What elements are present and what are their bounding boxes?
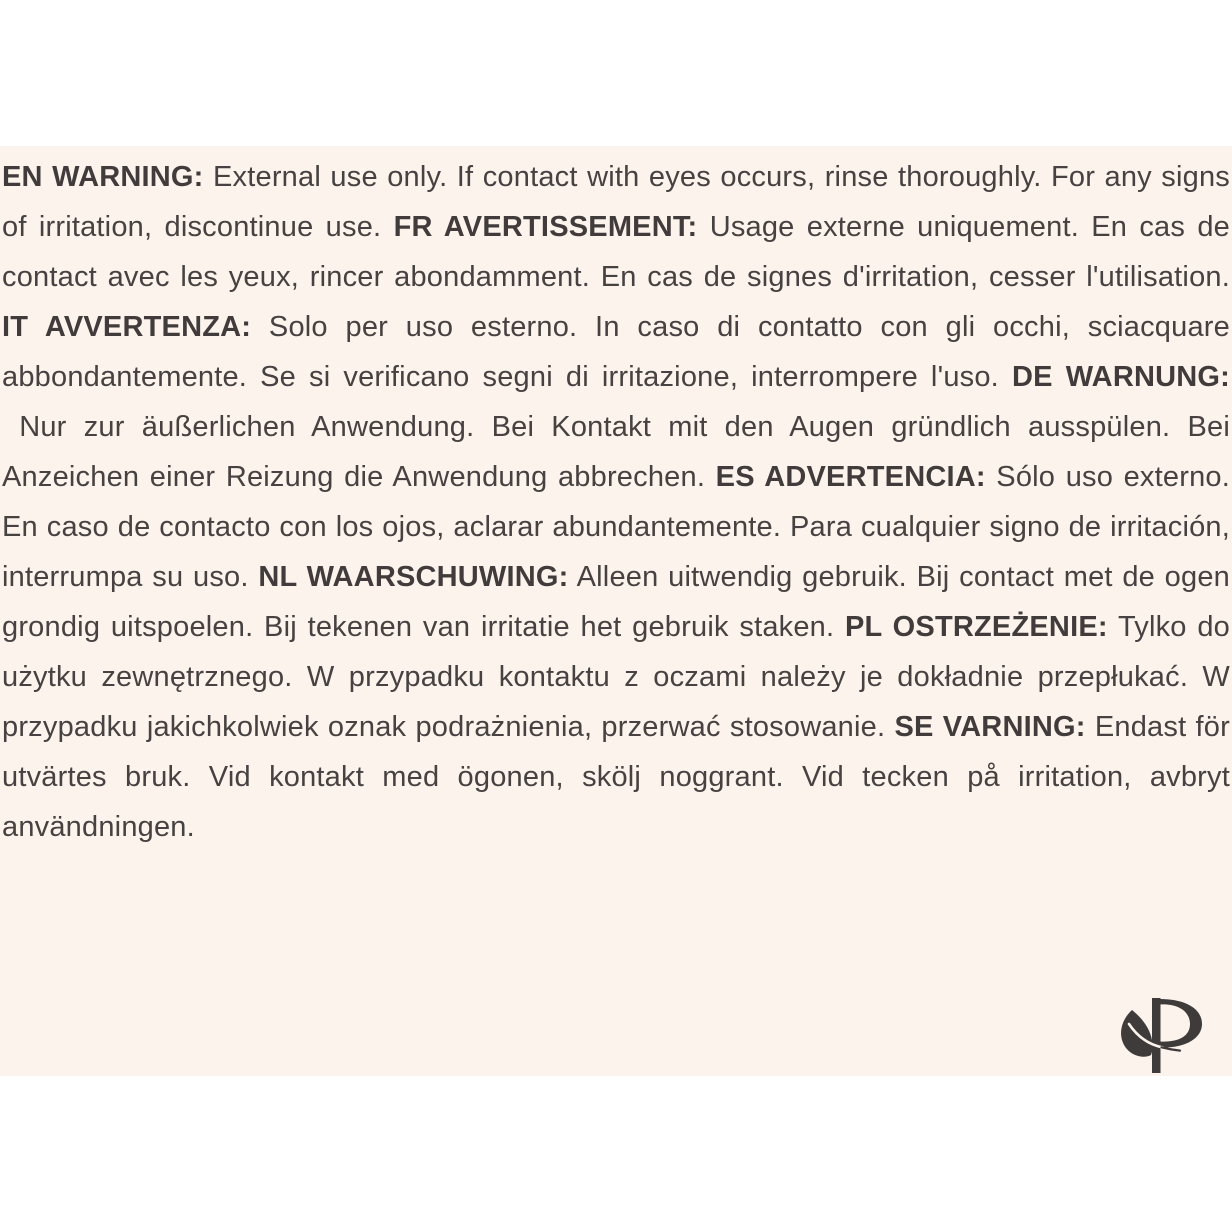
warning-body-es: Sólo uso externo. En caso de contacto con los ojos, aclarar abundantemente. Para cualquier signo de irritación, interrumpa su uso.: [2, 461, 1230, 593]
warning-body-it: Solo per uso esterno. In caso di contatto con gli occhi, sciacquare abbondantemente. Se si verificano segni di irritazione, interrompere l'uso.: [2, 311, 1230, 393]
warning-lang-label-es: ES ADVERTENCIA:: [715, 461, 986, 493]
warning-body-pl: Tylko do użytku zewnętrznego. W przypadku kontaktu z oczami należy je dokładnie przepłukać. W przypadku jakichkolwiek oznak podrażnienia, przerwać stosowanie.: [2, 611, 1230, 743]
warning-lang-label-fr: FR AVERTISSEMENT:: [393, 211, 698, 243]
logo-p-stem: [1152, 998, 1161, 1073]
warning-lang-label-pl: PL OSTRZEŻENIE:: [845, 611, 1108, 643]
warning-label-band: [0, 146, 1232, 1076]
warning-body-nl: Alleen uitwendig gebruik. Bij contact met de ogen grondig uitspoelen. Bij tekenen van irritatie het gebruik staken.: [2, 561, 1230, 643]
warning-body-fr: Usage externe uniquement. En cas de contact avec les yeux, rincer abondamment. En cas de signes d'irritation, cesser l'utilisation.: [2, 211, 1230, 293]
warning-body-en: External use only. If contact with eyes occurs, rinse thoroughly. For any signs of irritation, discontinue use.: [2, 161, 1231, 243]
warning-lang-label-se: SE VARNING:: [894, 711, 1086, 743]
logo-p-bowl: [1160, 999, 1202, 1048]
warning-body-se: Endast för utvärtes bruk. Vid kontakt med ögonen, skölj noggrant. Vid tecken på irritation, avbryt användningen.: [2, 711, 1230, 843]
multilingual-warning-text: [0, 146, 1232, 852]
leaf-p-monogram-icon: [1116, 997, 1208, 1074]
warning-lang-label-de: DE WARNUNG:: [1011, 361, 1231, 393]
warning-lang-label-it: IT AVVERTENZA:: [2, 311, 252, 343]
warning-lang-label-nl: NL WAARSCHUWING:: [258, 561, 569, 593]
logo-leaf-stem-tail: [1162, 1047, 1181, 1050]
warning-lang-label-en: EN WARNING:: [2, 161, 204, 193]
warning-body-de: Nur zur äußerlichen Anwendung. Bei Kontakt mit den Augen gründlich ausspülen. Bei Anzeichen einer Reizung die Anwendung abbrechen.: [2, 411, 1230, 493]
